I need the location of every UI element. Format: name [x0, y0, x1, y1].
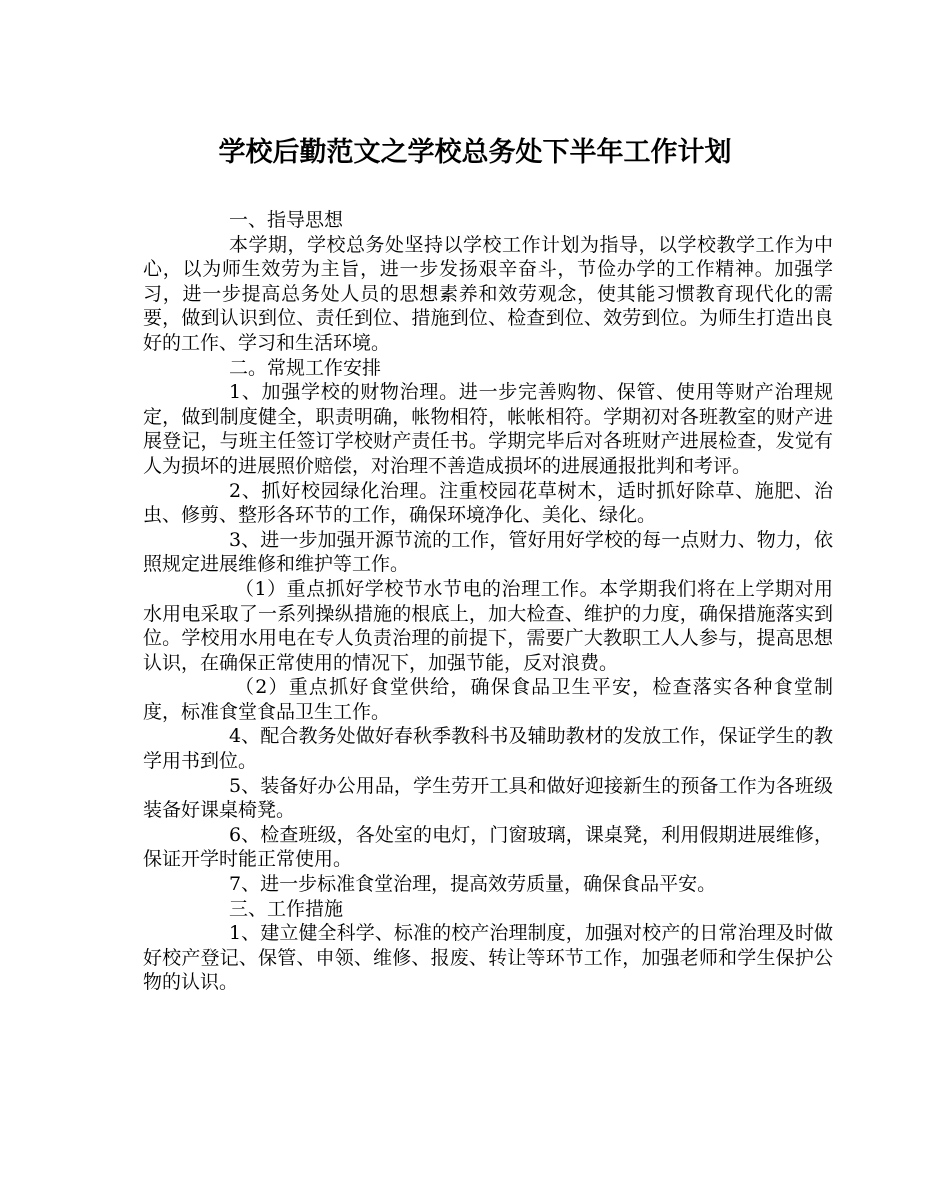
paragraph: 1、加强学校的财物治理。进一步完善购物、保管、使用等财产治理规定，做到制度健全，职责明确，帐物相符，帐帐相符。学期初对各班教室的财产进展登记，与班主任签订学校财产责任书。学期完毕后对各班财产进展检查，发觉有人为损坏的进展照价赔偿，对治理不善造成损坏的进展通报批判和考评。 — [143, 381, 833, 477]
sub-paragraph: （1）重点抓好学校节水节电的治理工作。本学期我们将在上学期对用水用电采取了一系列操纵措施的根底上，加大检查、维护的力度，确保措施落实到位。学校用水用电在专人负责治理的前提下，需要广大教职工人人参与，提高思想认识，在确保正常使用的情况下，加强节能，反对浪费。 — [143, 577, 833, 674]
section-heading: 三、工作措施 — [229, 897, 344, 920]
section-heading: 一、指导思想 — [229, 209, 344, 231]
sub-paragraph: （2）重点抓好食堂供给，确保食品卫生平安，检查落实各种食堂制度，标准食堂食品卫生工作。 — [143, 676, 833, 723]
paragraph: 3、进一步加强开源节流的工作，管好用好学校的每一点财力、物力，依照规定进展维修和维护等工作。 — [143, 528, 833, 576]
section-heading: 二。常规工作安排 — [229, 356, 382, 379]
paragraph: 7、进一步标准食堂治理，提高效劳质量，确保食品平安。 — [229, 873, 717, 896]
paragraph: 4、配合教务处做好春秋季教科书及辅助教材的发放工作，保证学生的教学用书到位。 — [143, 725, 833, 773]
document-body — [143, 208, 833, 995]
paragraph: 1、建立健全科学、标准的校产治理制度，加强对校产的日常治理及时做好校产登记、保管、申领、维修、报废、转让等环节工作，加强老师和学生保护公物的认识。 — [143, 922, 833, 994]
paragraph: 本学期，学校总务处坚持以学校工作计划为指导，以学校教学工作为中心，以为师生效劳为主旨，进一步发扬艰辛奋斗，节俭办学的工作精神。加强学习，进一步提高总务处人员的思想素养和效劳观念，使其能习惯教育现代化的需要，做到认识到位、责任到位、措施到位、检查到位、效劳到位。为师生打造出良好的工作、学习和生活环境。 — [143, 233, 833, 354]
paragraph: 5、装备好办公用品，学生劳开工具和做好迎接新生的预备工作为各班级装备好课桌椅凳。 — [143, 774, 833, 822]
paragraph: 6、检查班级，各处室的电灯，门窗玻璃，课桌凳，利用假期进展维修，保证开学时能正常使用。 — [143, 823, 833, 871]
paragraph: 2、抓好校园绿化治理。注重校园花草树木，适时抓好除草、施肥、治虫、修剪、整形各环节的工作，确保环境净化、美化、绿化。 — [143, 479, 833, 527]
document-title: 学校后勤范文之学校总务处下半年工作计划 — [218, 137, 732, 168]
